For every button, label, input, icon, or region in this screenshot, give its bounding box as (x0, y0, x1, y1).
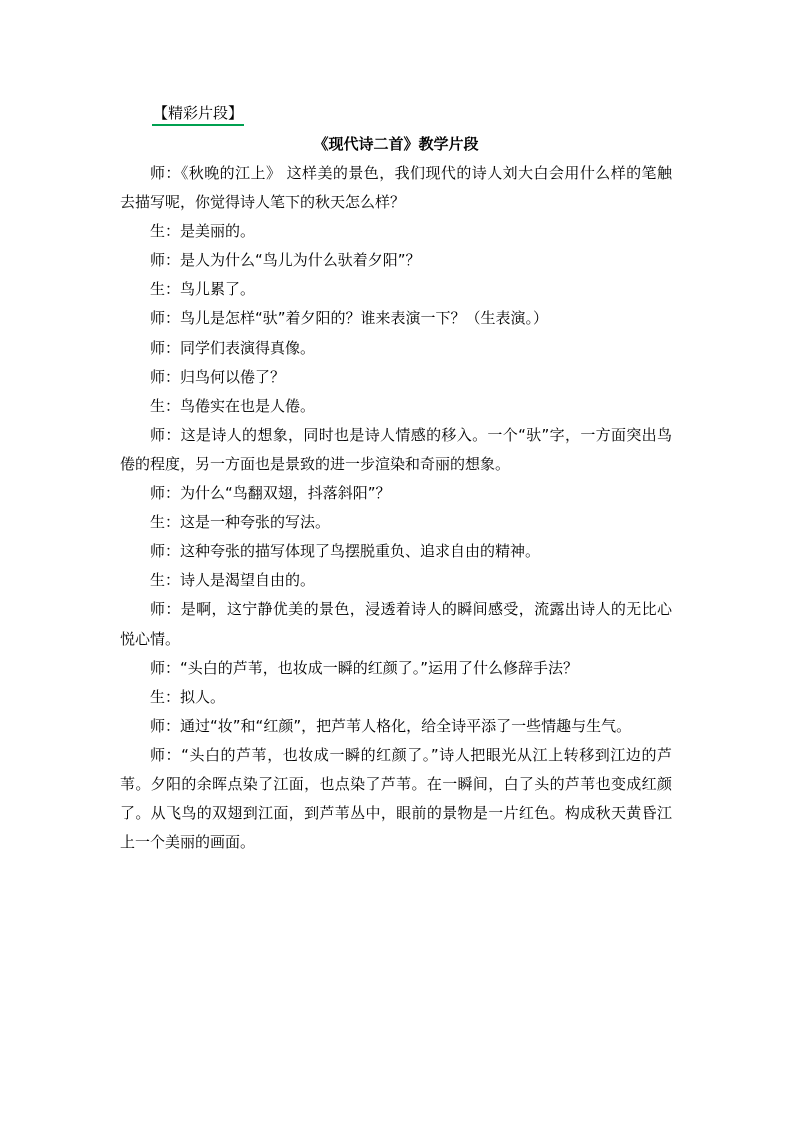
dialogue-paragraph: 师：这种夸张的描写体现了鸟摆脱重负、追求自由的精神。 (150, 542, 541, 561)
dialogue-paragraph: 生：鸟儿累了。 (150, 280, 256, 299)
dialogue-paragraph: 师：归鸟何以倦了？ (150, 367, 286, 386)
dialogue-paragraph: 师：“头白的芦苇，也妆成一瞬的红颜了。”运用了什么修辞手法？ (150, 658, 579, 677)
dialogue-paragraph: 师：同学们表演得真像。 (150, 338, 316, 357)
dialogue-body (120, 159, 672, 857)
document-title: 《现代诗二首》教学片段 (313, 135, 479, 153)
dialogue-paragraph: 师：这是诗人的想象，同时也是诗人情感的移入。一个“驮”字，一方面突出鸟倦的程度，另一方面也是景致的进一步渲染和奇丽的想象。 (120, 425, 672, 473)
dialogue-paragraph: 生：诗人是渴望自由的。 (150, 571, 316, 590)
dialogue-paragraph: 师：为什么“鸟翻双翅，抖落斜阳”？ (150, 484, 391, 503)
dialogue-paragraph: 师：“头白的芦苇，也妆成一瞬的红颜了。”诗人把眼光从江上转移到江边的芦苇。夕阳的余晖点染了江面，也点染了芦苇。在一瞬间，白了头的芦苇也变成红颜了。从飞鸟的双翅到江面，到芦苇丛中，眼前的景物是一片红色。构成秋天黄昏江上一个美丽的画面。 (120, 745, 672, 852)
dialogue-paragraph: 生：拟人。 (150, 687, 226, 706)
dialogue-paragraph: 师：是啊，这宁静优美的景色，浸透着诗人的瞬间感受，流露出诗人的无比心悦心情。 (120, 600, 672, 648)
dialogue-paragraph: 师：通过“妆”和“红颜”，把芦苇人格化，给全诗平添了一些情趣与生气。 (150, 716, 632, 735)
dialogue-paragraph: 生：这是一种夸张的写法。 (150, 513, 331, 532)
section-label: 【精彩片段】 (152, 102, 244, 126)
dialogue-paragraph: 生：鸟倦实在也是人倦。 (150, 396, 316, 415)
dialogue-paragraph: 生：是美丽的。 (150, 222, 256, 241)
dialogue-paragraph: 师：《秋晚的江上》 这样美的景色，我们现代的诗人刘大白会用什么样的笔触去描写呢，你觉得诗人笔下的秋天怎么样？ (120, 164, 672, 212)
dialogue-paragraph: 师：是人为什么“鸟儿为什么驮着夕阳”？ (150, 251, 421, 270)
dialogue-paragraph: 师：鸟儿是怎样“驮”着夕阳的？谁来表演一下？（生表演。） (150, 309, 549, 328)
